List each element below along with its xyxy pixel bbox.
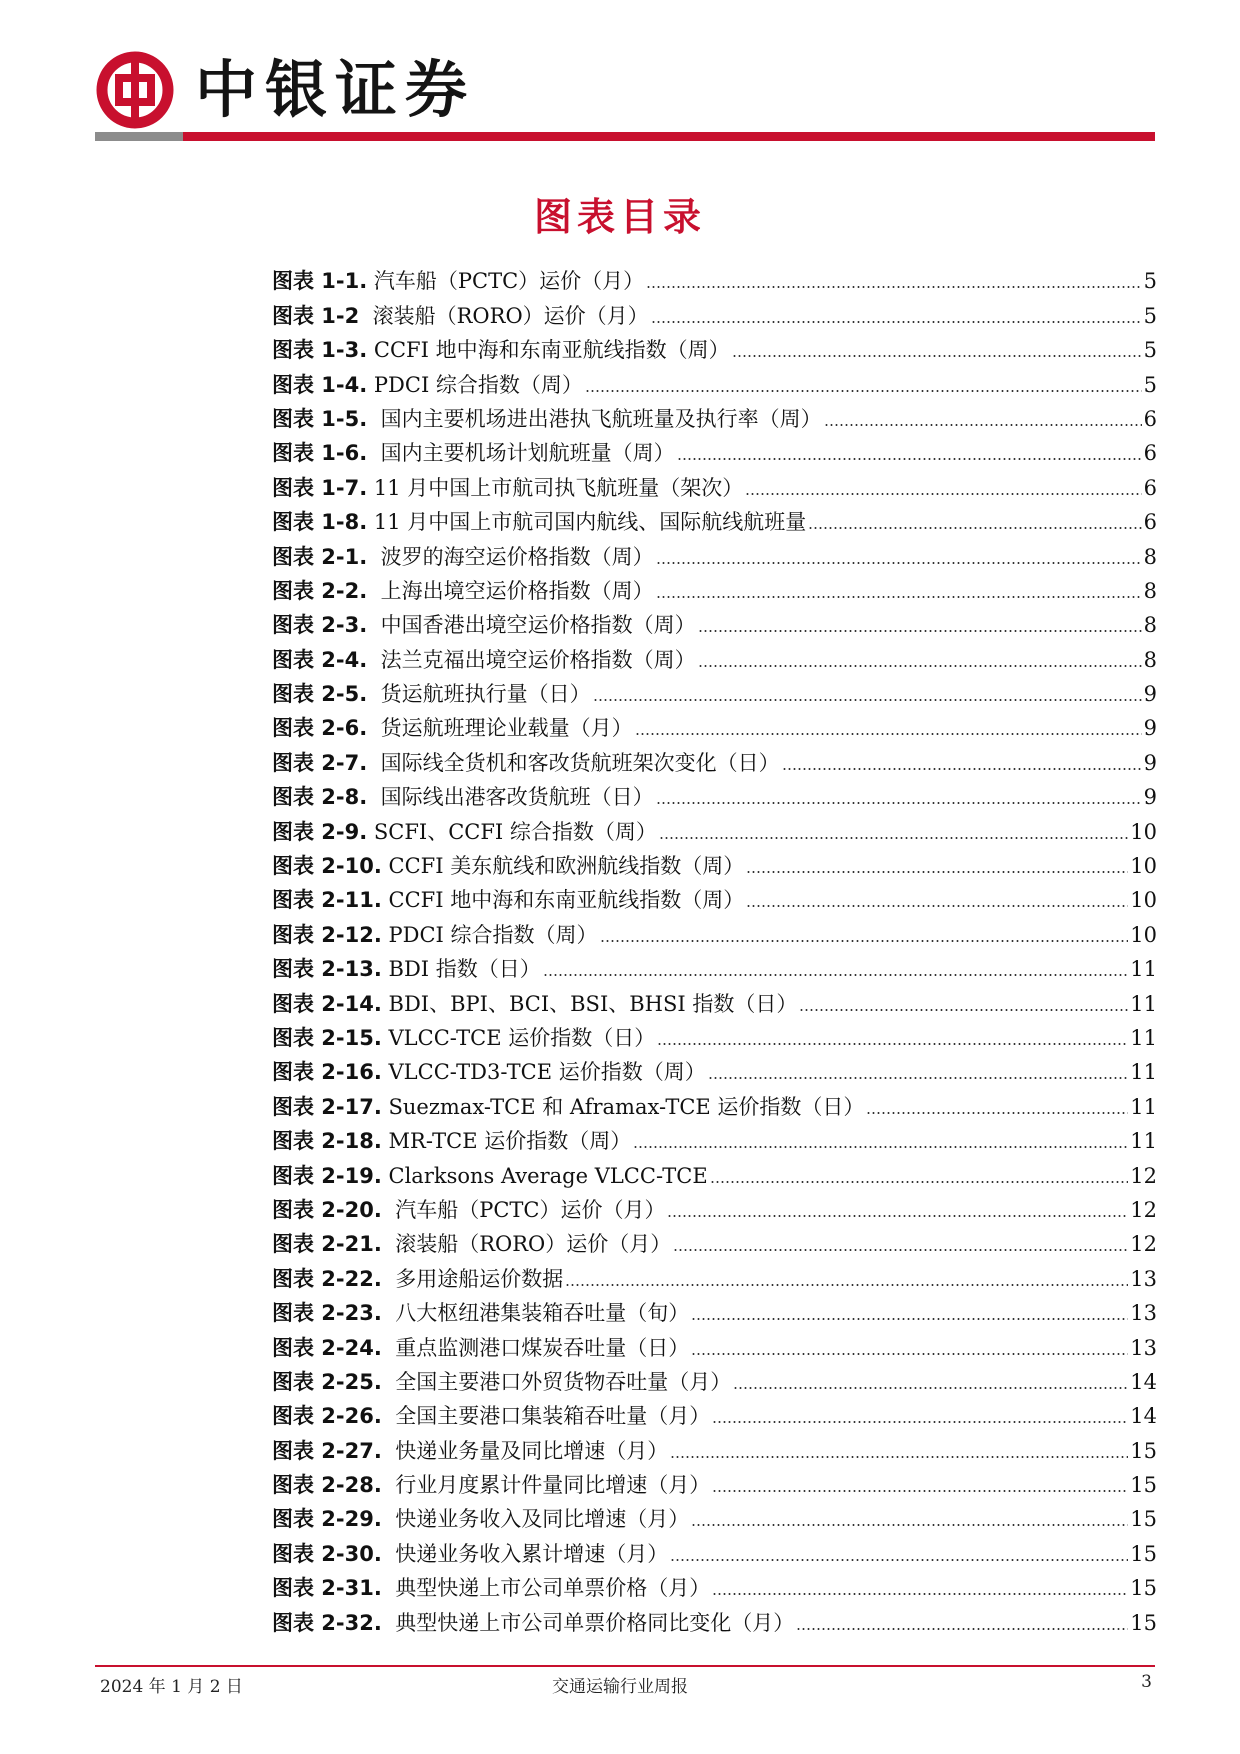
- toc-entry-page: 11: [1130, 957, 1157, 982]
- toc-entry-prefix: 图表 1-3.: [272, 338, 368, 363]
- toc-entry-prefix: 图表 2-20.: [272, 1197, 382, 1222]
- toc-entry-title: VLCC-TD3-TCE 运价指数（周）: [381, 1060, 706, 1085]
- toc-entry-title: 汽车船（PCTC）运价（月）: [367, 269, 645, 294]
- toc-entry[interactable]: [272, 810, 1157, 844]
- toc-entry-label: [272, 1231, 671, 1257]
- toc-entry-title: 上海出境空运价格指数（周）: [367, 578, 654, 603]
- toc-entry-prefix: 图表 2-25.: [272, 1369, 382, 1394]
- toc-dot-leader: [698, 630, 1142, 632]
- toc-entry[interactable]: [272, 363, 1157, 397]
- toc-entry-title: 全国主要港口外贸货物吞吐量（月）: [381, 1369, 732, 1394]
- toc-entry-prefix: 图表 2-18.: [272, 1129, 382, 1154]
- toc-entry-label: [272, 509, 806, 535]
- toc-entry-prefix: 图表 2-1.: [272, 544, 368, 569]
- toc-dot-leader: [691, 1353, 1128, 1355]
- toc-entry-label: [272, 1163, 708, 1189]
- toc-entry-prefix: 图表 2-8.: [272, 785, 368, 810]
- toc-dot-leader: [746, 871, 1128, 873]
- toc-entry-prefix: 图表 2-9.: [272, 819, 368, 844]
- toc-entry-page: 6: [1143, 475, 1157, 500]
- toc-dot-leader: [745, 493, 1141, 495]
- toc-dot-leader: [543, 974, 1129, 976]
- toc-dot-leader: [732, 355, 1142, 357]
- toc-entry-label: [272, 1403, 710, 1429]
- toc-entry-title: 滚装船（RORO）运价（月）: [359, 303, 649, 328]
- toc-entry-title: 11 月中国上市航司国内航线、国际航线航班量: [367, 510, 807, 535]
- toc-entry-page: 15: [1130, 1473, 1157, 1498]
- toc-entry-label: [272, 1369, 731, 1395]
- toc-dot-leader: [796, 1628, 1128, 1630]
- toc-entry-page: 11: [1130, 1129, 1157, 1154]
- toc-entry[interactable]: [272, 260, 1157, 294]
- toc-entry-page: 9: [1143, 750, 1157, 775]
- toc-entry[interactable]: [272, 1361, 1157, 1395]
- toc-entry-title: 国内主要机场进出港执飞航班量及执行率（周）: [367, 406, 822, 431]
- toc-dot-leader: [585, 390, 1142, 392]
- toc-dot-leader: [799, 1009, 1128, 1011]
- toc-entry-page: 9: [1143, 785, 1157, 810]
- toc-entry-label: [272, 681, 591, 707]
- toc-entry-title: 八大枢纽港集装箱吞吐量（旬）: [381, 1301, 690, 1326]
- toc-entry-prefix: 图表 2-26.: [272, 1404, 382, 1429]
- toc-entry-prefix: 图表 1-7.: [272, 475, 368, 500]
- toc-entry[interactable]: [272, 1326, 1157, 1360]
- toc-entry-label: [272, 440, 675, 466]
- toc-entry-label: [272, 268, 644, 294]
- toc-entry-page: 13: [1130, 1335, 1157, 1360]
- toc-entry-label: [272, 887, 744, 913]
- toc-entry-prefix: 图表 2-24.: [272, 1335, 382, 1360]
- toc-entry-label: [272, 1197, 665, 1223]
- toc-entry-label: [272, 1094, 864, 1120]
- toc-entry-title: Clarksons Average VLCC-TCE: [381, 1163, 708, 1188]
- toc-dot-leader: [646, 286, 1141, 288]
- toc-entry-prefix: 图表 2-19.: [272, 1163, 382, 1188]
- toc-entry[interactable]: [272, 1464, 1157, 1498]
- toc-entry-prefix: 图表 2-23.: [272, 1301, 382, 1326]
- toc-entry-page: 11: [1130, 1094, 1157, 1119]
- toc-dot-leader: [691, 1524, 1128, 1526]
- toc-entry-label: [272, 406, 822, 432]
- toc-entry-title: BDI、BPI、BCI、BSI、BHSI 指数（日）: [381, 991, 798, 1016]
- toc-entry[interactable]: [272, 604, 1157, 638]
- toc-entry-label: [272, 750, 780, 776]
- toc-entry-label: [272, 1438, 668, 1464]
- toc-dot-leader: [712, 1593, 1128, 1595]
- toc-dot-leader: [670, 1559, 1128, 1561]
- toc-entry-page: 9: [1143, 716, 1157, 741]
- toc-entry-page: 8: [1143, 544, 1157, 569]
- toc-entry[interactable]: [272, 329, 1157, 363]
- toc-entry-label: [272, 956, 541, 982]
- toc-entry-prefix: 图表 2-4.: [272, 647, 368, 672]
- toc-dot-leader: [651, 321, 1142, 323]
- toc-dot-leader: [866, 1112, 1128, 1114]
- toc-entry-page: 12: [1130, 1197, 1157, 1222]
- toc-entry[interactable]: [272, 1429, 1157, 1463]
- toc-entry-page: 11: [1130, 1025, 1157, 1050]
- toc-entry-title: BDI 指数（日）: [381, 957, 541, 982]
- toc-entry-label: [272, 1128, 631, 1154]
- toc-entry[interactable]: [272, 398, 1157, 432]
- toc-entry-title: 国际线全货机和客改货航班架次变化（日）: [367, 750, 780, 775]
- toc-entry[interactable]: [272, 707, 1157, 741]
- toc-entry[interactable]: [272, 913, 1157, 947]
- toc-entry[interactable]: [272, 638, 1157, 672]
- toc-entry-label: [272, 1506, 689, 1532]
- toc-entry-prefix: 图表 2-6.: [272, 716, 368, 741]
- toc-entry-label: [272, 303, 649, 329]
- toc-dot-leader: [635, 733, 1142, 735]
- toc-entry-page: 8: [1143, 578, 1157, 603]
- toc-entry-title: 典型快递上市公司单票价格（月）: [381, 1576, 711, 1601]
- toc-entry-page: 10: [1130, 922, 1157, 947]
- footer-page-number: 3: [1141, 1672, 1152, 1692]
- toc-entry-page: 11: [1130, 991, 1157, 1016]
- toc-dot-leader: [691, 1318, 1128, 1320]
- toc-dot-leader: [659, 837, 1128, 839]
- footer-date: 2024 年 1 月 2 日: [100, 1677, 243, 1697]
- toc-entry[interactable]: [272, 1395, 1157, 1429]
- toc-entry[interactable]: [272, 741, 1157, 775]
- toc-dot-leader: [782, 768, 1142, 770]
- toc-dot-leader: [633, 1146, 1128, 1148]
- toc-entry-title: 波罗的海空运价格指数（周）: [367, 544, 654, 569]
- toc-entry-prefix: 图表 2-16.: [272, 1060, 382, 1085]
- footer-report-name: 交通运输行业周报: [552, 1677, 688, 1697]
- toc-entry-prefix: 图表 1-5.: [272, 406, 368, 431]
- toc-dot-leader: [667, 1215, 1128, 1217]
- toc-entry-prefix: 图表 1-6.: [272, 441, 368, 466]
- toc-entry-title: 全国主要港口集装箱吞吐量（月）: [381, 1404, 711, 1429]
- toc-entry-prefix: 图表 1-8.: [272, 510, 368, 535]
- toc-dot-leader: [670, 1456, 1128, 1458]
- toc-entry-title: Suezmax-TCE 和 Aframax-TCE 运价指数（日）: [381, 1094, 865, 1119]
- toc-entry-page: 8: [1143, 613, 1157, 638]
- toc-entry-prefix: 图表 2-27.: [272, 1438, 382, 1463]
- bank-of-china-logo-icon: [95, 50, 175, 130]
- toc-entry-label: [272, 1541, 668, 1567]
- toc-entry-page: 10: [1130, 819, 1157, 844]
- toc-dot-leader: [710, 1181, 1129, 1183]
- toc-entry-label: [272, 544, 654, 570]
- toc-entry-label: [272, 647, 696, 673]
- toc-entry-page: 15: [1130, 1438, 1157, 1463]
- toc-entry-page: 5: [1143, 269, 1157, 294]
- toc-entry-prefix: 图表 2-11.: [272, 888, 382, 913]
- toc-entry[interactable]: [272, 982, 1157, 1016]
- toc-entry-page: 15: [1130, 1541, 1157, 1566]
- toc-dot-leader: [656, 562, 1142, 564]
- toc-entry-title: MR-TCE 运价指数（周）: [381, 1129, 632, 1154]
- toc-entry-prefix: 图表 2-13.: [272, 957, 382, 982]
- toc-dot-leader: [712, 1421, 1128, 1423]
- toc-entry[interactable]: [272, 1498, 1157, 1532]
- toc-entry-prefix: 图表 2-29.: [272, 1507, 382, 1532]
- toc-entry[interactable]: [272, 1120, 1157, 1154]
- toc-entry[interactable]: [272, 1189, 1157, 1223]
- toc-entry-title: 中国香港出境空运价格指数（周）: [367, 613, 696, 638]
- toc-entry-label: [272, 475, 743, 501]
- toc-entry-title: 法兰克福出境空运价格指数（周）: [367, 647, 696, 672]
- toc-entry-prefix: 图表 2-31.: [272, 1576, 382, 1601]
- toc-entry-title: 重点监测港口煤炭吞吐量（日）: [381, 1335, 690, 1360]
- toc-entry-label: [272, 819, 657, 845]
- toc-entry-title: 货运航班理论业载量（月）: [367, 716, 633, 741]
- toc-entry-prefix: 图表 2-5.: [272, 682, 368, 707]
- toc-entry[interactable]: [272, 1223, 1157, 1257]
- toc-entry[interactable]: [272, 879, 1157, 913]
- toc-entry-label: [272, 1335, 689, 1361]
- toc-entry-title: CCFI 地中海和东南亚航线指数（周）: [367, 338, 730, 363]
- toc-entry-label: [272, 372, 583, 398]
- toc-dot-leader: [657, 1043, 1128, 1045]
- toc-entry-label: [272, 1059, 706, 1085]
- toc-entry-prefix: 图表 1-2: [272, 303, 360, 328]
- toc-entry[interactable]: [272, 1292, 1157, 1326]
- toc-entry-title: 快递业务收入累计增速（月）: [381, 1541, 669, 1566]
- toc-dot-leader: [712, 1490, 1128, 1492]
- toc-entry[interactable]: [272, 432, 1157, 466]
- toc-entry-label: [272, 337, 730, 363]
- toc-dot-leader: [565, 1284, 1128, 1286]
- toc-entry-title: 快递业务收入及同比增速（月）: [381, 1507, 690, 1532]
- toc-entry-title: 快递业务量及同比增速（月）: [381, 1438, 669, 1463]
- toc-entry-page: 6: [1143, 441, 1157, 466]
- toc-entry[interactable]: [272, 294, 1157, 328]
- toc-entry-title: 滚装船（RORO）运价（月）: [381, 1232, 672, 1257]
- toc-entry-label: [272, 853, 744, 879]
- toc-entry-prefix: 图表 2-10.: [272, 854, 382, 879]
- toc-entry-label: [272, 1266, 563, 1292]
- toc-entry[interactable]: [272, 1085, 1157, 1119]
- toc-entry-page: 10: [1130, 854, 1157, 879]
- toc-entry-label: [272, 1025, 655, 1051]
- toc-entry-label: [272, 1472, 710, 1498]
- toc-entry[interactable]: [272, 1257, 1157, 1291]
- toc-entry-page: 10: [1130, 888, 1157, 913]
- toc-entry-title: CCFI 美东航线和欧洲航线指数（周）: [381, 854, 745, 879]
- toc-entry-page: 12: [1130, 1232, 1157, 1257]
- toc-entry-page: 14: [1130, 1404, 1157, 1429]
- toc-entry-label: [272, 1300, 689, 1326]
- toc-entry-title: 货运航班执行量（日）: [367, 682, 591, 707]
- toc-entry-prefix: 图表 1-1.: [272, 269, 368, 294]
- toc-entry-title: SCFI、CCFI 综合指数（周）: [367, 819, 657, 844]
- toc-dot-leader: [733, 1387, 1128, 1389]
- toc-entry[interactable]: [272, 1567, 1157, 1601]
- toc-entry-label: [272, 1610, 794, 1636]
- toc-dot-leader: [673, 1249, 1128, 1251]
- toc-dot-leader: [656, 596, 1142, 598]
- toc-entry-label: [272, 922, 598, 948]
- toc-list: [272, 260, 1157, 1636]
- toc-entry[interactable]: [272, 1601, 1157, 1635]
- toc-entry-prefix: 图表 1-4.: [272, 372, 368, 397]
- toc-entry-prefix: 图表 2-32.: [272, 1610, 382, 1635]
- toc-entry-prefix: 图表 2-14.: [272, 991, 382, 1016]
- toc-entry-prefix: 图表 2-15.: [272, 1025, 382, 1050]
- toc-entry-prefix: 图表 2-21.: [272, 1232, 382, 1257]
- footer-rule: [95, 1665, 1155, 1667]
- toc-entry-page: 15: [1130, 1507, 1157, 1532]
- toc-entry[interactable]: [272, 1051, 1157, 1085]
- toc-entry-prefix: 图表 2-2.: [272, 578, 368, 603]
- toc-entry-prefix: 图表 2-30.: [272, 1541, 382, 1566]
- toc-entry-prefix: 图表 2-28.: [272, 1473, 382, 1498]
- toc-dot-leader: [824, 424, 1142, 426]
- toc-entry-prefix: 图表 2-17.: [272, 1094, 382, 1119]
- page-header: [95, 38, 1155, 138]
- toc-entry[interactable]: [272, 466, 1157, 500]
- toc-entry-page: 15: [1130, 1610, 1157, 1635]
- toc-entry[interactable]: [272, 501, 1157, 535]
- toc-entry-page: 13: [1130, 1266, 1157, 1291]
- toc-entry-page: 11: [1130, 1060, 1157, 1085]
- toc-entry-title: 11 月中国上市航司执飞航班量（架次）: [367, 475, 744, 500]
- toc-entry-page: 9: [1143, 682, 1157, 707]
- toc-entry-page: 5: [1143, 372, 1157, 397]
- toc-entry-label: [272, 784, 654, 810]
- toc-entry[interactable]: [272, 535, 1157, 569]
- toc-dot-leader: [656, 802, 1142, 804]
- toc-title: 图表目录: [533, 195, 706, 239]
- toc-entry-title: PDCI 综合指数（周）: [367, 372, 583, 397]
- toc-entry-page: 6: [1143, 406, 1157, 431]
- header-rule-grey: [95, 132, 183, 141]
- toc-entry-page: 5: [1143, 338, 1157, 363]
- toc-entry[interactable]: [272, 1532, 1157, 1566]
- toc-entry-title: VLCC-TCE 运价指数（日）: [381, 1025, 656, 1050]
- toc-entry-label: [272, 578, 654, 604]
- toc-dot-leader: [677, 458, 1142, 460]
- toc-entry-title: 国际线出港客改货航班（日）: [367, 785, 654, 810]
- toc-entry-prefix: 图表 2-7.: [272, 750, 368, 775]
- toc-dot-leader: [600, 940, 1129, 942]
- toc-entry-title: CCFI 地中海和东南亚航线指数（周）: [381, 888, 745, 913]
- toc-entry[interactable]: [272, 673, 1157, 707]
- toc-entry-title: 典型快递上市公司单票价格同比变化（月）: [381, 1610, 795, 1635]
- toc-entry-label: [272, 991, 797, 1017]
- toc-entry-title: 行业月度累计件量同比增速（月）: [381, 1473, 711, 1498]
- toc-entry[interactable]: [272, 570, 1157, 604]
- toc-entry[interactable]: [272, 1154, 1157, 1188]
- toc-entry-title: 国内主要机场计划航班量（周）: [367, 441, 675, 466]
- toc-entry-page: 15: [1130, 1576, 1157, 1601]
- toc-entry[interactable]: [272, 948, 1157, 982]
- toc-dot-leader: [593, 699, 1142, 701]
- toc-dot-leader: [746, 905, 1128, 907]
- brand-name: 中银证券: [195, 53, 476, 126]
- toc-entry[interactable]: [272, 1017, 1157, 1051]
- toc-dot-leader: [708, 1077, 1129, 1079]
- toc-entry-title: 多用途船运价数据: [381, 1266, 564, 1291]
- toc-entry-label: [272, 1575, 710, 1601]
- toc-entry-page: 14: [1130, 1369, 1157, 1394]
- toc-entry-prefix: 图表 2-3.: [272, 613, 368, 638]
- toc-entry-page: 5: [1143, 303, 1157, 328]
- toc-dot-leader: [808, 527, 1141, 529]
- toc-entry[interactable]: [272, 845, 1157, 879]
- toc-entry-prefix: 图表 2-22.: [272, 1266, 382, 1291]
- toc-entry-label: [272, 715, 633, 741]
- toc-entry-page: 8: [1143, 647, 1157, 672]
- toc-entry-title: PDCI 综合指数（周）: [381, 922, 598, 947]
- toc-entry-page: 13: [1130, 1301, 1157, 1326]
- toc-entry-title: 汽车船（PCTC）运价（月）: [381, 1197, 666, 1222]
- toc-entry[interactable]: [272, 776, 1157, 810]
- header-rule-red: [183, 132, 1155, 141]
- toc-entry-label: [272, 612, 696, 638]
- toc-entry-prefix: 图表 2-12.: [272, 922, 382, 947]
- toc-entry-page: 12: [1130, 1163, 1157, 1188]
- toc-dot-leader: [698, 665, 1142, 667]
- toc-entry-page: 6: [1143, 510, 1157, 535]
